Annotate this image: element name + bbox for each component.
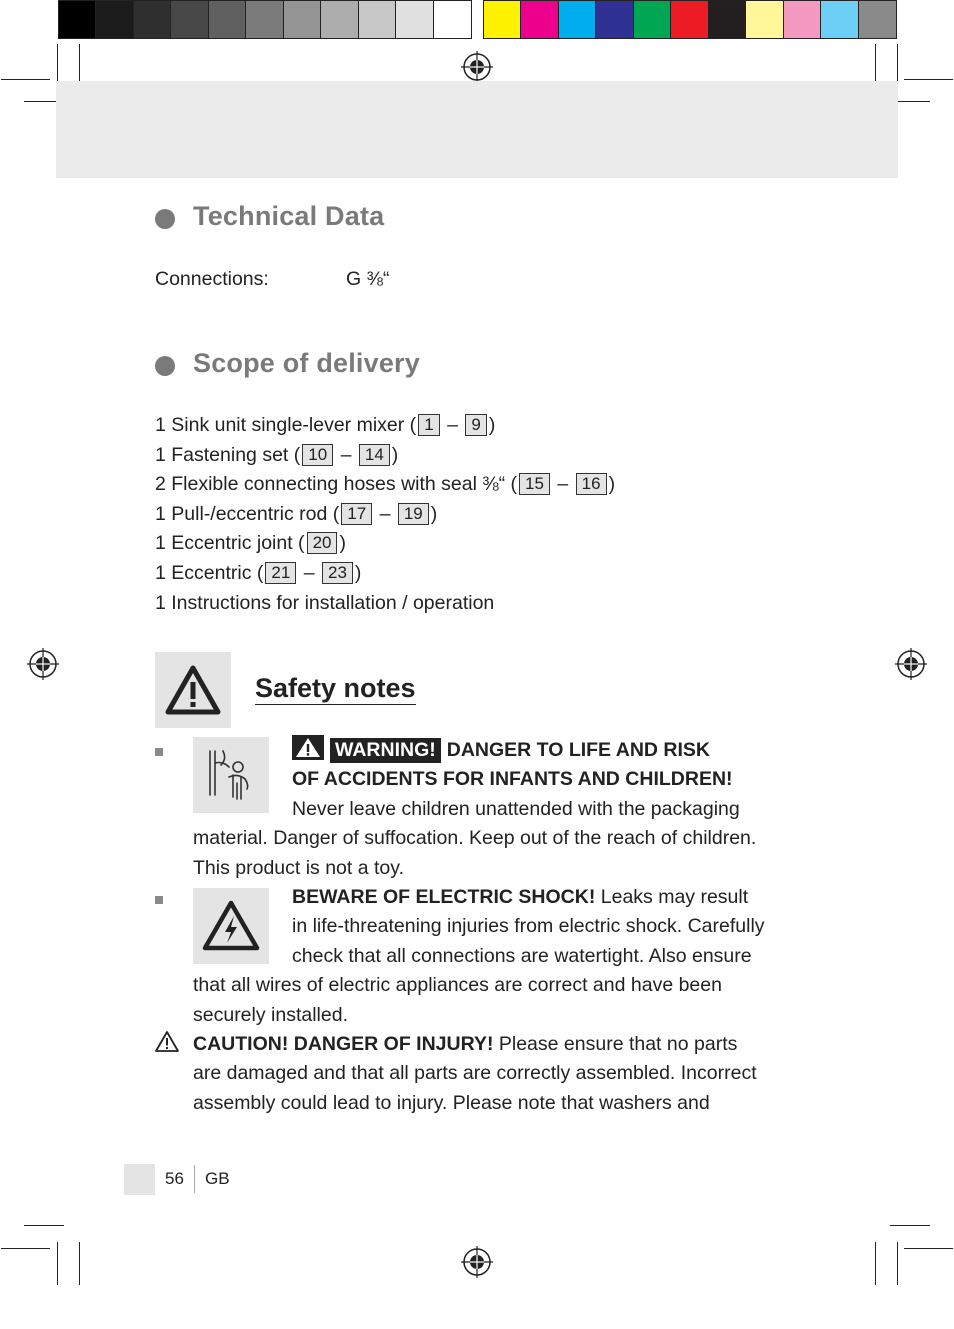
scope-item-text: 1 Sink unit single-lever mixer (: [155, 414, 417, 436]
color-swatch: [859, 1, 896, 38]
shock-body-line: securely installed.: [193, 1004, 348, 1026]
part-reference: 10: [302, 444, 333, 466]
color-swatch: [521, 1, 558, 38]
color-swatch: [596, 1, 633, 38]
registration-mark-icon: [461, 51, 493, 83]
warning-heading-line-2: OF ACCIDENTS FOR INFANTS AND CHILDREN!: [292, 768, 733, 790]
warning-body-line: Never leave children unattended with the packaging: [292, 798, 740, 820]
warning-body-line: This product is not a toy.: [193, 857, 404, 879]
section-bullet-icon: [155, 209, 175, 229]
color-swatch: [634, 1, 671, 38]
scope-list: [155, 411, 615, 618]
electric-shock-image: [193, 888, 269, 964]
warning-heading-line-1: [292, 735, 710, 766]
color-calibration-bar: [483, 0, 897, 39]
safety-icon-box: [155, 652, 231, 728]
ref-range-dash: –: [335, 443, 357, 466]
warning-heading-text: DANGER TO LIFE AND RISK: [446, 739, 711, 761]
electric-shock-icon: [193, 888, 269, 964]
page-number: 56: [165, 1169, 184, 1188]
scope-item-tail: ): [391, 443, 399, 466]
part-reference: 20: [307, 532, 338, 554]
warning-badge: WARNING!: [330, 738, 441, 763]
safety-notes-heading: Safety notes: [255, 673, 416, 703]
scope-item: [155, 559, 615, 589]
part-reference: 17: [341, 503, 372, 525]
registration-mark-icon: [27, 648, 59, 680]
language-code: GB: [205, 1169, 230, 1188]
caution-body-line: assembly could lead to injury. Please note that washers and: [193, 1092, 710, 1114]
warning-body-line: material. Danger of suffocation. Keep out of the reach of children.: [193, 827, 757, 849]
scope-item-text: 2 Flexible connecting hoses with seal ⅜“ (: [155, 473, 518, 496]
part-reference: 16: [576, 473, 607, 495]
caution-triangle-icon: [154, 1030, 180, 1053]
scope-item: [155, 500, 615, 530]
scope-of-delivery-heading: Scope of delivery: [193, 348, 420, 378]
shock-body-line: that all wires of electric appliances are correct and have been: [193, 974, 722, 996]
scope-item: [155, 441, 615, 471]
color-swatch: [59, 1, 96, 38]
shock-line-1: [292, 883, 748, 913]
footer-marker: [124, 1164, 155, 1195]
crop-mark: [904, 1248, 953, 1249]
gray-calibration-bar: [58, 0, 472, 39]
shock-line-1-text: Leaks may result: [595, 886, 749, 908]
scope-item-text: 1 Eccentric (: [155, 561, 264, 584]
crop-mark: [57, 1242, 58, 1285]
part-reference: 15: [519, 473, 550, 495]
list-bullet: [155, 748, 163, 756]
scope-item-tail: ): [608, 473, 616, 496]
scope-item-text: 1 Pull-/eccentric rod (: [155, 502, 340, 525]
crop-mark: [897, 1242, 898, 1285]
section-bullet-icon: [155, 356, 175, 376]
scope-item: [155, 411, 615, 441]
child-warning-image: [193, 737, 269, 813]
color-swatch: [96, 1, 133, 38]
registration-mark-icon: [895, 648, 927, 680]
technical-data-heading: Technical Data: [193, 201, 385, 231]
scope-item: [155, 589, 615, 619]
ref-range-dash: –: [441, 414, 464, 436]
crop-mark: [890, 1225, 930, 1226]
ref-range-dash: –: [551, 473, 574, 496]
part-reference: 23: [322, 562, 353, 584]
scope-item: [155, 529, 615, 559]
part-reference: 19: [398, 503, 429, 525]
connections-label: Connections:: [155, 268, 269, 290]
warning-triangle-icon: [155, 652, 231, 728]
scope-item-text: 1 Eccentric joint (: [155, 532, 305, 555]
color-swatch: [209, 1, 246, 38]
color-swatch: [171, 1, 208, 38]
color-swatch: [396, 1, 433, 38]
scope-item-text: 1 Instructions for installation / operation: [155, 591, 495, 614]
child-with-adult-icon: [193, 737, 269, 813]
scope-item-tail: ): [488, 414, 496, 436]
color-swatch: [671, 1, 708, 38]
part-reference: 1: [418, 414, 439, 436]
scope-item-tail: ): [339, 532, 346, 555]
warning-triangle-icon: [292, 735, 324, 760]
color-swatch: [746, 1, 783, 38]
warning-badge-triangle: [292, 735, 324, 760]
crop-mark: [1, 79, 50, 80]
color-swatch: [559, 1, 596, 38]
connections-value: G ⅜“: [346, 268, 390, 290]
shock-heading: BEWARE OF ELECTRIC SHOCK!: [292, 886, 596, 908]
color-swatch: [359, 1, 396, 38]
crop-mark: [1, 1248, 50, 1249]
shock-body-line: in life-threatening injuries from electric shock. Carefully: [292, 915, 765, 937]
scope-item: [155, 470, 615, 500]
color-swatch: [134, 1, 171, 38]
ref-range-dash: –: [298, 561, 320, 584]
caution-line-1: [193, 1030, 737, 1060]
part-reference: 21: [265, 562, 296, 584]
part-reference: 14: [359, 444, 390, 466]
registration-mark-icon: [461, 1246, 493, 1278]
shock-body-line: check that all connections are watertight. Also ensure: [292, 945, 752, 967]
crop-mark: [24, 1225, 64, 1226]
color-swatch: [484, 1, 521, 38]
header-band: [56, 81, 898, 178]
color-swatch: [434, 1, 471, 38]
caution-body-line: are damaged and that all parts are correctly assembled. Incorrect: [193, 1062, 757, 1084]
crop-mark: [875, 1242, 876, 1285]
caution-line-1-text: Please ensure that no parts: [493, 1033, 738, 1055]
part-reference: 9: [465, 414, 486, 436]
list-bullet: [155, 896, 163, 904]
color-swatch: [321, 1, 358, 38]
color-swatch: [821, 1, 858, 38]
ref-range-dash: –: [374, 502, 396, 525]
scope-item-tail: ): [354, 561, 362, 584]
crop-mark: [79, 1242, 80, 1285]
crop-mark: [904, 79, 953, 80]
color-swatch: [284, 1, 321, 38]
scope-item-tail: ): [430, 502, 438, 525]
color-swatch: [709, 1, 746, 38]
scope-item-text: 1 Fastening set (: [155, 443, 301, 466]
caution-heading: CAUTION! DANGER OF INJURY!: [193, 1033, 494, 1055]
color-swatch: [246, 1, 283, 38]
color-swatch: [784, 1, 821, 38]
footer-divider: [194, 1165, 195, 1193]
